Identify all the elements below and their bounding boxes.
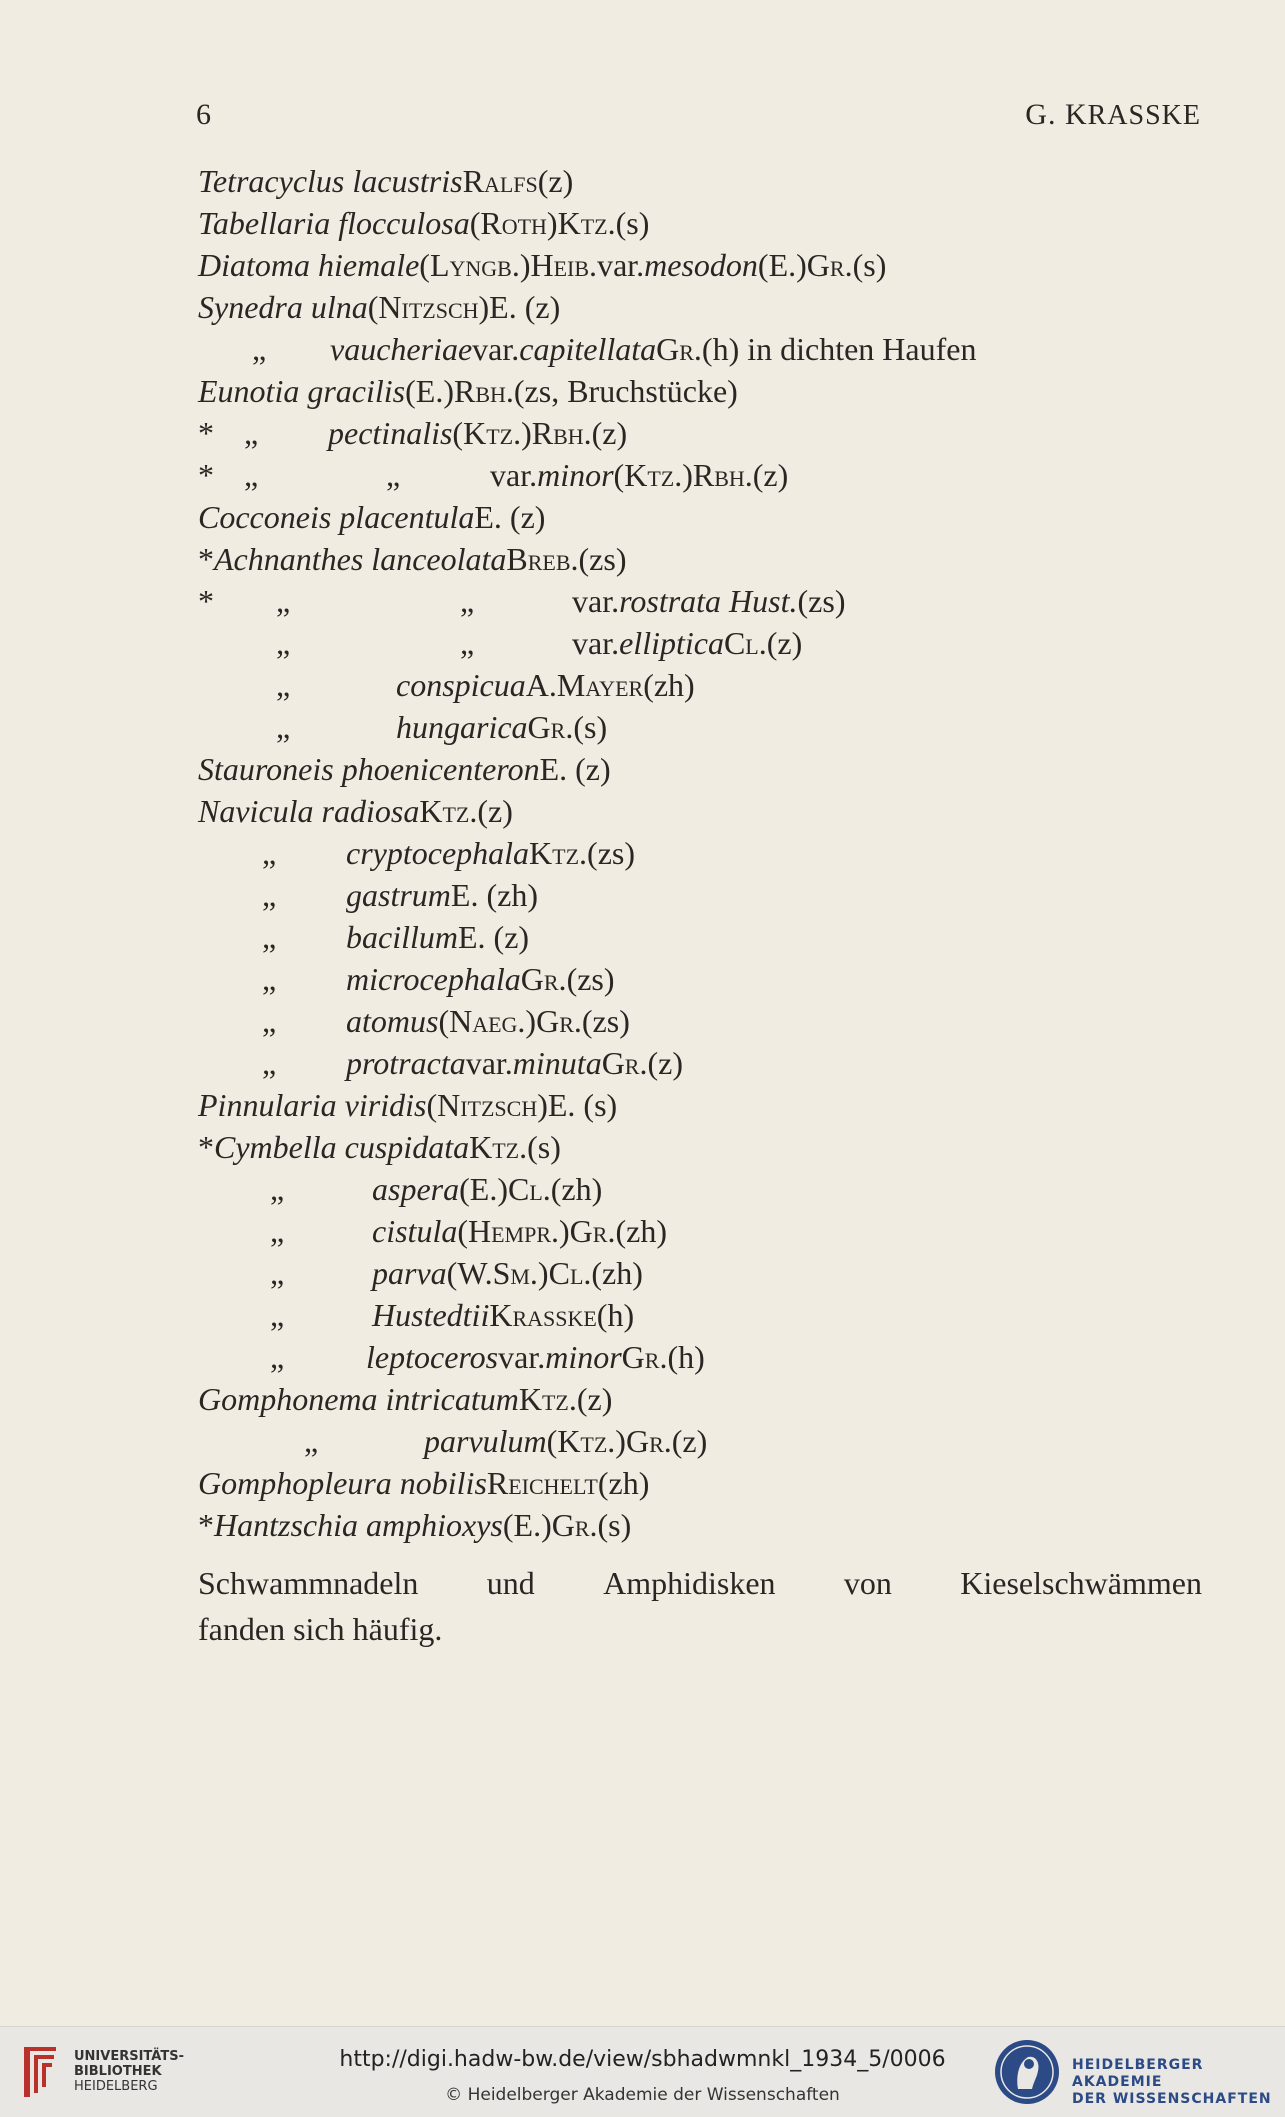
authority: Ktz.	[419, 793, 478, 829]
taxon-name: cryptocephala	[346, 835, 530, 871]
taxon-name: leptoceros	[366, 1339, 499, 1375]
taxon-name: Navicula radiosa	[198, 793, 420, 829]
entry-text: (z)	[591, 415, 628, 451]
entry-text: „	[270, 1255, 285, 1291]
taxon-name: Stauroneis phoenicenteron	[198, 751, 540, 787]
authority: Gr.	[551, 1507, 598, 1543]
taxon-name: Gomphopleura nobilis	[198, 1465, 487, 1501]
authority: Sm.)	[492, 1255, 549, 1291]
entry-text: (z)	[671, 1423, 708, 1459]
species-entry	[0, 874, 1285, 916]
authority: Ralfs	[462, 163, 538, 199]
authority: Gr.	[536, 1003, 582, 1039]
species-entry	[0, 790, 1285, 832]
species-entry	[0, 1378, 1285, 1420]
entry-text: (s)	[573, 709, 608, 745]
library-name: UNIVERSITÄTS- BIBLIOTHEK HEIDELBERG	[74, 2049, 184, 2094]
paragraph-word: Amphidisken	[603, 1565, 776, 1601]
author-surname: RASSKE	[1087, 100, 1201, 131]
taxon-name: Cymbella cuspidata	[214, 1129, 470, 1165]
entry-text: var.	[465, 1045, 513, 1081]
species-entry	[0, 1042, 1285, 1084]
entry-text: E. (zh)	[450, 877, 538, 913]
authority: (Ktz.)	[613, 457, 693, 493]
entry-text: „	[270, 1339, 285, 1375]
species-entry	[0, 1504, 1285, 1546]
entry-text: „	[262, 961, 277, 997]
species-entry	[0, 370, 1285, 412]
taxon-name: minor	[545, 1339, 622, 1375]
taxon-name: Achnanthes lanceolata	[214, 541, 507, 577]
authority: Ktz.	[469, 1129, 528, 1165]
taxon-name: capitellata	[519, 331, 657, 367]
entry-text: (z)	[477, 793, 513, 829]
entry-text: „	[262, 877, 277, 913]
species-entry	[0, 664, 1285, 706]
entry-text: var.	[572, 625, 620, 661]
viewer-footer	[0, 2026, 1285, 2117]
authority: Gr.	[527, 709, 574, 745]
entry-text: (z)	[766, 625, 803, 661]
authority: Cl.	[507, 1171, 551, 1207]
taxon-name: Cocconeis placentula	[198, 499, 475, 535]
entry-text: (h)	[596, 1297, 635, 1333]
entry-text: E. (z)	[474, 499, 546, 535]
taxon-name: Hustedtii	[372, 1297, 490, 1333]
author-initial: G. K	[1025, 98, 1088, 131]
entry-text: (s)	[615, 205, 650, 241]
taxon-name: Eunotia gracilis	[198, 373, 406, 409]
species-entry	[0, 1000, 1285, 1042]
authority: Heib.	[530, 247, 598, 283]
authority: Gr.	[520, 961, 567, 997]
species-entry	[0, 832, 1285, 874]
species-entry	[0, 202, 1285, 244]
entry-text: *	[198, 1129, 214, 1165]
authority: Gr.	[625, 1423, 672, 1459]
entry-text: „	[304, 1423, 319, 1459]
authority: Ktz.	[518, 1381, 577, 1417]
authority: (Ktz.)	[452, 415, 532, 451]
taxon-name: minor	[537, 457, 614, 493]
authority: Rbh.	[531, 415, 592, 451]
authority: Gr.	[656, 331, 702, 367]
taxon-name: pectinalis	[328, 415, 453, 451]
authority: Cl.	[548, 1255, 592, 1291]
entry-text: (E.)	[757, 247, 807, 283]
taxon-name: mesodon	[644, 247, 758, 283]
taxon-name: Tabellaria flocculosa	[198, 205, 470, 241]
species-entry	[0, 454, 1285, 496]
entry-text: A.	[525, 667, 557, 703]
species-entry	[0, 496, 1285, 538]
authority: Rbh.	[692, 457, 753, 493]
authority: Gr.	[569, 1213, 616, 1249]
species-entry	[0, 1336, 1285, 1378]
species-entry	[0, 1252, 1285, 1294]
entry-text: (zs)	[797, 583, 846, 619]
entry-text: (W.	[446, 1255, 493, 1291]
authority: Gr.	[601, 1045, 648, 1081]
closing-paragraph	[198, 1560, 1202, 1652]
authority: (Ktz.)	[546, 1423, 626, 1459]
entry-text: (z)	[537, 163, 574, 199]
entry-text: „	[262, 919, 277, 955]
entry-text: (E.)	[502, 1507, 552, 1543]
entry-text: E. (s)	[547, 1087, 618, 1123]
entry-text: (zs)	[587, 835, 636, 871]
entry-text: „	[262, 835, 277, 871]
authority: Krasske	[489, 1297, 597, 1333]
taxon-name: Gomphonema intricatum	[198, 1381, 519, 1417]
paragraph-word: Kieselschwämmen	[960, 1565, 1202, 1601]
entry-text: „	[244, 415, 259, 451]
taxon-name: conspicua	[396, 667, 526, 703]
species-entry	[0, 328, 1285, 370]
entry-text: *	[198, 583, 214, 619]
authority: Breb.	[506, 541, 579, 577]
species-entry	[0, 748, 1285, 790]
paragraph-word: Schwammnadeln	[198, 1565, 419, 1601]
academy-seal-icon	[992, 2037, 1062, 2107]
entry-text: (E.)	[459, 1171, 508, 1207]
taxon-name: minuta	[512, 1045, 602, 1081]
running-head-author	[1025, 98, 1201, 132]
entry-text: (zs)	[578, 541, 627, 577]
authority: Reichelt	[486, 1465, 598, 1501]
entry-text: *	[198, 415, 214, 451]
authority: Cl.	[723, 625, 767, 661]
authority: (Roth)	[469, 205, 558, 241]
taxon-name: rostrata Hust.	[619, 583, 798, 619]
entry-text: (s)	[597, 1507, 632, 1543]
species-entry	[0, 1084, 1285, 1126]
entry-text: var.	[472, 331, 520, 367]
entry-text: (s)	[527, 1129, 561, 1165]
authority: Ktz.	[557, 205, 616, 241]
taxon-name: microcephala	[346, 961, 521, 997]
paragraph-line-2: fanden sich häufig.	[198, 1611, 443, 1647]
taxon-name: bacillum	[346, 919, 458, 955]
species-entry	[0, 916, 1285, 958]
species-entry	[0, 1462, 1285, 1504]
taxon-name: vaucheriae	[330, 331, 473, 367]
entry-text: (s)	[852, 247, 887, 283]
entry-text: „	[262, 1045, 277, 1081]
species-entry	[0, 286, 1285, 328]
entry-text: „	[270, 1213, 285, 1249]
entry-text: (zs)	[566, 961, 615, 997]
authority: Ktz.	[529, 835, 588, 871]
taxon-name: Tetracyclus lacustris	[198, 163, 463, 199]
taxon-name: Pinnularia viridis	[198, 1087, 427, 1123]
entry-text: (zh)	[615, 1213, 667, 1249]
entry-text: „	[276, 667, 291, 703]
species-entry	[0, 1420, 1285, 1462]
authority: (Naeg.)	[438, 1003, 537, 1039]
document-url-link[interactable]: http://digi.hadw-bw.de/view/sbhadwmnkl_1934_5/0006	[339, 2047, 946, 2072]
species-entry	[0, 538, 1285, 580]
species-entry	[0, 1168, 1285, 1210]
entry-text: (z)	[576, 1381, 613, 1417]
page-number: 6	[196, 98, 211, 131]
species-entry	[0, 958, 1285, 1000]
paragraph-word: und	[486, 1565, 535, 1601]
entry-text: „	[252, 331, 267, 367]
authority: (Nitzsch)	[426, 1087, 548, 1123]
entry-text: „	[276, 583, 291, 619]
species-entry	[0, 244, 1285, 286]
taxon-name: gastrum	[346, 877, 451, 913]
authority: Mayer	[556, 667, 644, 703]
authority: Rbh.	[453, 373, 514, 409]
entry-text: (zh)	[550, 1171, 603, 1207]
entry-text: „	[460, 625, 475, 661]
taxon-name: parvulum	[424, 1423, 547, 1459]
taxon-name: Diatoma hiemale	[198, 247, 420, 283]
entry-text: (z)	[752, 457, 789, 493]
paragraph-word: von	[843, 1565, 892, 1601]
taxon-name: elliptica	[619, 625, 724, 661]
taxon-name: aspera	[372, 1171, 460, 1207]
taxon-name: cistula	[372, 1213, 458, 1249]
entry-text: *	[198, 457, 214, 493]
entry-text: „	[276, 625, 291, 661]
taxon-name: atomus	[346, 1003, 439, 1039]
entry-text: „	[270, 1171, 285, 1207]
species-entry	[0, 160, 1285, 202]
entry-text: (E.)	[405, 373, 454, 409]
species-entry	[0, 622, 1285, 664]
species-entry	[0, 1126, 1285, 1168]
taxon-name: Hantzschia amphioxys	[214, 1507, 503, 1543]
copyright-text: © Heidelberger Akademie der Wissenschaften	[445, 2085, 840, 2105]
entry-text: (h) in dichten Haufen	[701, 331, 977, 367]
entry-text: (zs, Bruchstücke)	[513, 373, 738, 409]
entry-text: E. (z)	[539, 751, 611, 787]
entry-text: (zs)	[581, 1003, 630, 1039]
entry-text: *	[198, 1507, 214, 1543]
species-entry	[0, 1210, 1285, 1252]
species-entry	[0, 706, 1285, 748]
entry-text: (zh)	[597, 1465, 650, 1501]
species-entry	[0, 1294, 1285, 1336]
entry-text: var.	[498, 1339, 546, 1375]
taxon-name: Synedra ulna	[198, 289, 368, 325]
taxon-name: protracta	[346, 1045, 466, 1081]
authority: (Nitzsch)	[367, 289, 490, 325]
entry-text: (zh)	[643, 667, 695, 703]
species-entry	[0, 412, 1285, 454]
entry-text: „	[460, 583, 475, 619]
authority: (Hempr.)	[457, 1213, 570, 1249]
paragraph-line-1	[198, 1560, 1202, 1606]
entry-text: „	[270, 1297, 285, 1333]
academy-name: HEIDELBERGER AKADEMIE DER WISSENSCHAFTEN	[1072, 2057, 1272, 2107]
taxon-name: parva	[372, 1255, 447, 1291]
authority: Gr.	[806, 247, 853, 283]
species-entry	[0, 580, 1285, 622]
entry-text: E. (z)	[457, 919, 530, 955]
entry-text: E. (z)	[489, 289, 561, 325]
taxon-name: hungarica	[396, 709, 528, 745]
entry-text: (z)	[647, 1045, 683, 1081]
entry-text: „	[276, 709, 291, 745]
entry-text: „	[386, 457, 401, 493]
entry-text: var.	[490, 457, 538, 493]
entry-text: *	[198, 541, 214, 577]
entry-text: (zh)	[591, 1255, 643, 1291]
entry-text: „	[262, 1003, 277, 1039]
authority: (Lyngb.)	[419, 247, 531, 283]
entry-text: var.	[597, 247, 645, 283]
authority: Gr.	[621, 1339, 668, 1375]
entry-text: „	[244, 457, 259, 493]
entry-text: (h)	[667, 1339, 705, 1375]
entry-text: var.	[572, 583, 620, 619]
